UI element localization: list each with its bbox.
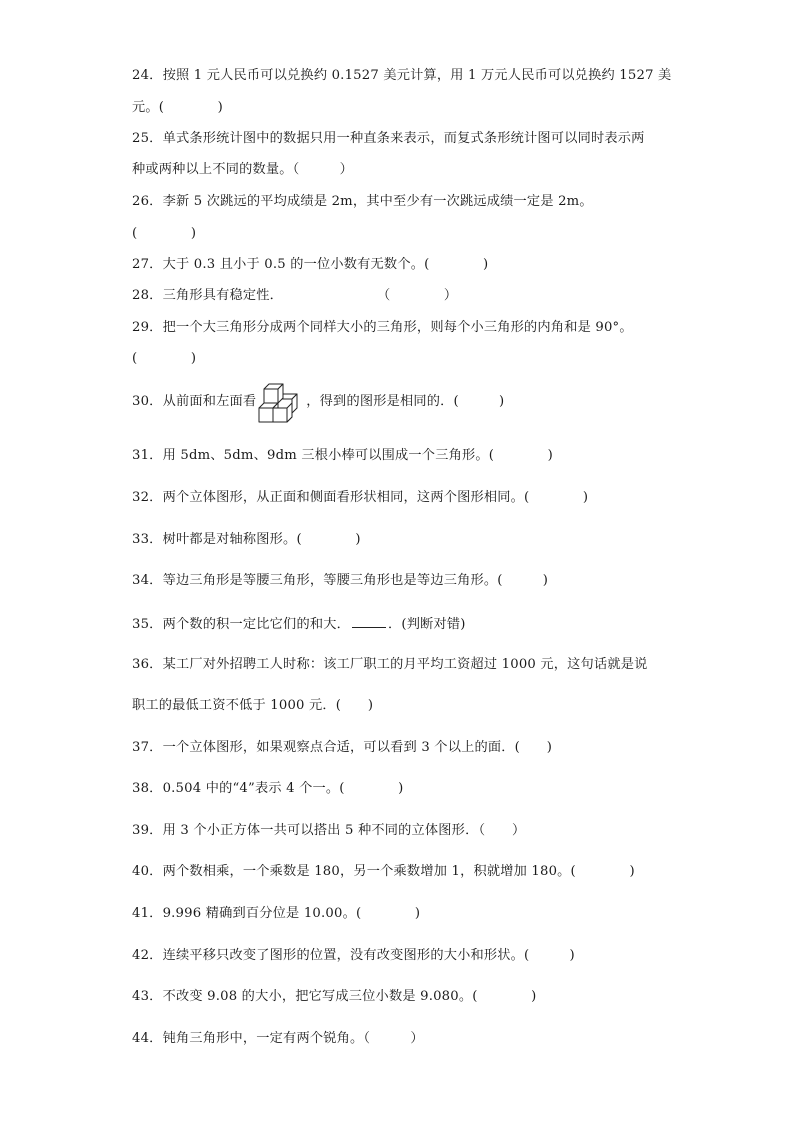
question-35 — [132, 613, 466, 635]
question-41: 41．9.996 精确到百分位是 10.00。( ) — [132, 906, 421, 921]
question-39: 39．用 3 个小正方体一共可以搭出 5 种不同的立体图形．（ ） — [132, 823, 526, 838]
question-29-line-2: ( ) — [132, 351, 197, 366]
question-30 — [132, 378, 504, 426]
cube-stack-figure — [258, 379, 304, 425]
question-34: 34．等边三角形是等腰三角形，等腰三角形也是等边三角形。( ) — [132, 573, 549, 588]
question-44: 44．钝角三角形中，一定有两个锐角。（ ） — [132, 1031, 424, 1046]
question-35-text-before: 35．两个数的积一定比它们的和大． — [132, 617, 350, 632]
question-26-line-2: ( ) — [132, 226, 197, 241]
question-24-line-2: 元。( ) — [132, 100, 224, 115]
question-38: 38．0.504 中的“4”表示 4 个一。( ) — [132, 781, 404, 796]
question-30-text-after: ，得到的图形是相同的．( ) — [306, 394, 505, 409]
question-27: 27．大于 0.3 且小于 0.5 的一位小数有无数个。( ) — [132, 257, 489, 272]
question-32: 32．两个立体图形，从正面和侧面看形状相同，这两个图形相同。( ) — [132, 490, 589, 505]
question-35-text-after: ．(判断对错) — [388, 617, 466, 632]
question-28: 28．三角形具有稳定性． （ ） — [132, 288, 458, 303]
question-42: 42．连续平移只改变了图形的位置，没有改变图形的大小和形状。( ) — [132, 948, 575, 963]
question-36-line-1: 36．某工厂对外招聘工人时称：该工厂职工的月平均工资超过 1000 元，这句话就是说 — [132, 657, 648, 672]
question-36-line-2: 职工的最低工资不低于 1000 元．( ) — [132, 698, 374, 713]
question-25-line-2: 种或两种以上不同的数量。（ ） — [132, 162, 353, 177]
question-37: 37．一个立体图形，如果观察点合适，可以看到 3 个以上的面．( ) — [132, 740, 553, 755]
answer-blank[interactable] — [352, 613, 386, 628]
question-24-line-1: 24．按照 1 元人民币可以兑换约 0.1527 美元计算，用 1 万元人民币可以兑换约 1527 美 — [132, 68, 672, 83]
question-31: 31．用 5dm、5dm、9dm 三根小棒可以围成一个三角形。( ) — [132, 448, 553, 463]
question-26-line-1: 26．李新 5 次跳远的平均成绩是 2m，其中至少有一次跳远成绩一定是 2m。 — [132, 194, 593, 209]
question-25-line-1: 25．单式条形统计图中的数据只用一种直条来表示，而复式条形统计图可以同时表示两 — [132, 131, 645, 146]
question-43: 43．不改变 9.08 的大小，把它写成三位小数是 9.080。( ) — [132, 989, 537, 1004]
question-33: 33．树叶都是对轴称图形。( ) — [132, 532, 361, 547]
question-29-line-1: 29．把一个大三角形分成两个同样大小的三角形，则每个小三角形的内角和是 90°。 — [132, 320, 633, 335]
question-40: 40．两个数相乘，一个乘数是 180，另一个乘数增加 1，积就增加 180。( ) — [132, 864, 635, 879]
question-30-text-before: 30．从前面和左面看 — [132, 394, 257, 409]
